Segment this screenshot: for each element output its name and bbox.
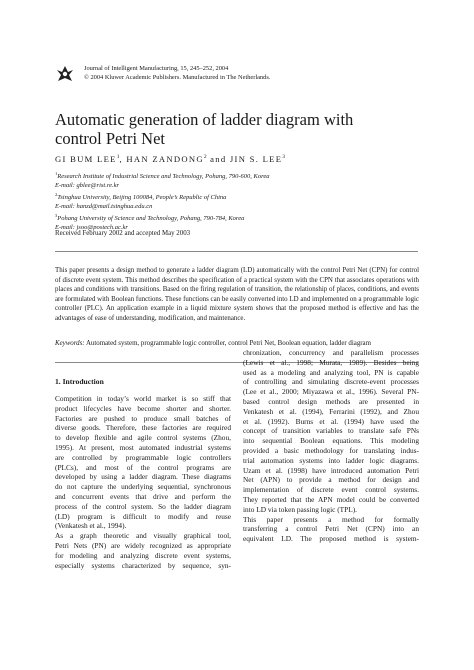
body-text-line: (Venkatesh et al., 1994). bbox=[55, 521, 127, 531]
body-text-line: do not capture the underlying sequential, synchronous bbox=[55, 482, 231, 492]
body-text-line: Petri Nets (PN) are widely recognized as appropriate bbox=[55, 540, 231, 550]
keywords-text: Automated system, programmable logic controller, control Petri Net, Boolean equation, ladder diagram bbox=[84, 340, 371, 347]
affiliation-email: E-mail: gblee@rist.re.kr bbox=[55, 182, 120, 190]
body-text-line: Uzam et al. (1998) have introduced automation Petri bbox=[243, 465, 419, 475]
abstract: This paper presents a design method to generate a ladder diagram (LD) automatically with the control Petri Net (CPN) for control of discrete event system. This method describes the specification of a practical system with the CPN that associates operations with places and conditions with transitions. Based on the firing regulation of transition, the relationship of places, conditions, and events are formulated with Boolean functions. These functions can be easily converted into LD and implemented on a programmable logic controller (PLC). An application example in a liquid mixture system shows that the proposed method is effective and has the advantages of ease of understanding, modification, and maintenance. bbox=[55, 267, 419, 322]
author-separator: , bbox=[119, 154, 127, 164]
body-text-line: Competition in today’s world market is so stiff that bbox=[55, 394, 231, 403]
body-text-line: of controlling and simulating discrete-event processes bbox=[243, 377, 419, 387]
author-list bbox=[55, 154, 285, 164]
author-name: JIN S. LEE bbox=[229, 154, 283, 164]
affiliation-line: $^1$Research Institute of Industrial Science and Technology, Pohang, 790-600, Korea bbox=[55, 171, 270, 181]
body-text-line: As a graph theoretic and visually graphical tool, bbox=[55, 531, 231, 541]
affiliation-line: $^3$Pohang University of Science and Technology, Pohang, 790-784, Korea bbox=[55, 212, 245, 223]
paper-title bbox=[55, 110, 415, 148]
body-text-line: implementation of discrete event control systems. bbox=[243, 485, 419, 495]
body-text-line: (PLCs), and most of the control programs are bbox=[55, 462, 231, 472]
body-text-line: concept of transition variables to translate safe PNs bbox=[243, 426, 419, 436]
body-text-line: chronization, concurrency and parallelism processes bbox=[243, 348, 419, 357]
journal-citation: Journal of Intelligent Manufacturing, 15, 245–252, 2004 bbox=[84, 65, 229, 72]
body-text-line: Venkatesh et al. (1994), Ferrarini (1992), and Zhou bbox=[243, 406, 419, 416]
body-text-line: Factories are pushed to produce small batches of bbox=[55, 413, 231, 423]
body-column-right bbox=[243, 348, 419, 544]
author-separator: and bbox=[206, 154, 230, 164]
body-text-line: and concurrent events that drive and perform the bbox=[55, 491, 231, 501]
kluwer-logo-icon bbox=[55, 64, 75, 84]
body-text-line: are controlled by programmable logic controllers bbox=[55, 452, 231, 462]
body-text-line: product lifecycles have become shorter and shorter. bbox=[55, 403, 231, 413]
affiliation-email: E-mail: hanzd@mail.tsinghua.edu.cn bbox=[55, 203, 153, 211]
body-text-line: into LD via token passing logic (TPL). bbox=[243, 504, 358, 514]
abstract-top-rule bbox=[55, 251, 418, 252]
author-affiliation-mark: 1 bbox=[116, 154, 120, 161]
title-line-1: Automatic generation of ladder diagram with bbox=[55, 110, 354, 129]
body-text-line: process of the control system. So the ladder diagram bbox=[55, 501, 231, 511]
body-text-line: for modeling and analyzing discrete event systems, bbox=[55, 550, 231, 560]
body-text-line: diverse goods. Therefore, these factories are required bbox=[55, 423, 231, 433]
body-text-line: equivalent LD. The proposed method is system- bbox=[243, 534, 419, 544]
affiliation-email: E-mail: jsoo@postech.ac.kr bbox=[55, 224, 128, 231]
body-text-line: provided a basic methodology for translating indus- bbox=[243, 445, 419, 455]
body-text-line: based control design methods are presented in bbox=[243, 396, 419, 406]
body-text-line: 1995). At present, most automated industrial systems bbox=[55, 442, 231, 452]
body-text-line: into sequential Boolean equations. This modeling bbox=[243, 436, 419, 446]
body-text-line: (LD) program is difficult to modify and reuse bbox=[55, 511, 231, 521]
body-text-line: They reported that the APN model could be converted bbox=[243, 494, 419, 504]
body-text-line: transferring a control Petri Net (CPN) into an bbox=[243, 524, 419, 534]
body-text-line: trial automation systems into ladder logic diagrams. bbox=[243, 455, 419, 465]
author-affiliation-mark: 2 bbox=[203, 154, 207, 161]
body-text-line: used as a modeling and analyzing tool, PN is capable bbox=[243, 367, 419, 377]
journal-header bbox=[84, 65, 270, 82]
title-line-2: control Petri Net bbox=[55, 129, 165, 148]
affiliations bbox=[55, 170, 435, 233]
keywords-label: Keywords: bbox=[55, 340, 85, 347]
body-text-line: This paper presents a method for formally bbox=[243, 514, 419, 524]
body-column-left bbox=[55, 394, 231, 570]
body-text-line: (Lee et al., 2000; Miyazawa et al., 1996). Several PN- bbox=[243, 387, 419, 397]
body-text-line: to develop flexible and agile control systems (Zhou, bbox=[55, 433, 231, 443]
body-text-line: (Lewis et al., 1998; Murata, 1989). Besides being bbox=[243, 357, 419, 367]
copyright-line: © 2004 Kluwer Academic Publishers. Manufactured in The Netherlands. bbox=[84, 73, 271, 81]
section-heading: 1. Introduction bbox=[55, 377, 104, 386]
body-text-line: et al. (1992). Burns et al. (1994) have used the bbox=[243, 416, 419, 426]
author-name: HAN ZANDONG bbox=[126, 154, 204, 164]
author-name: GI BUM LEE bbox=[55, 154, 117, 164]
author-affiliation-mark: 3 bbox=[282, 154, 286, 161]
affiliation-line: $^2$Tsinghua University, Beijing 100084, People’s Republic of China bbox=[55, 191, 227, 202]
body-text-line: especially systems characterized by sequence, syn- bbox=[55, 560, 231, 570]
received-date: Received February 2002 and accepted May 2003 bbox=[55, 230, 191, 237]
body-text-line: developed by using a ladder diagram. These diagrams bbox=[55, 472, 231, 482]
body-text-line: Net (APN) to provide a method for design and bbox=[243, 475, 419, 485]
